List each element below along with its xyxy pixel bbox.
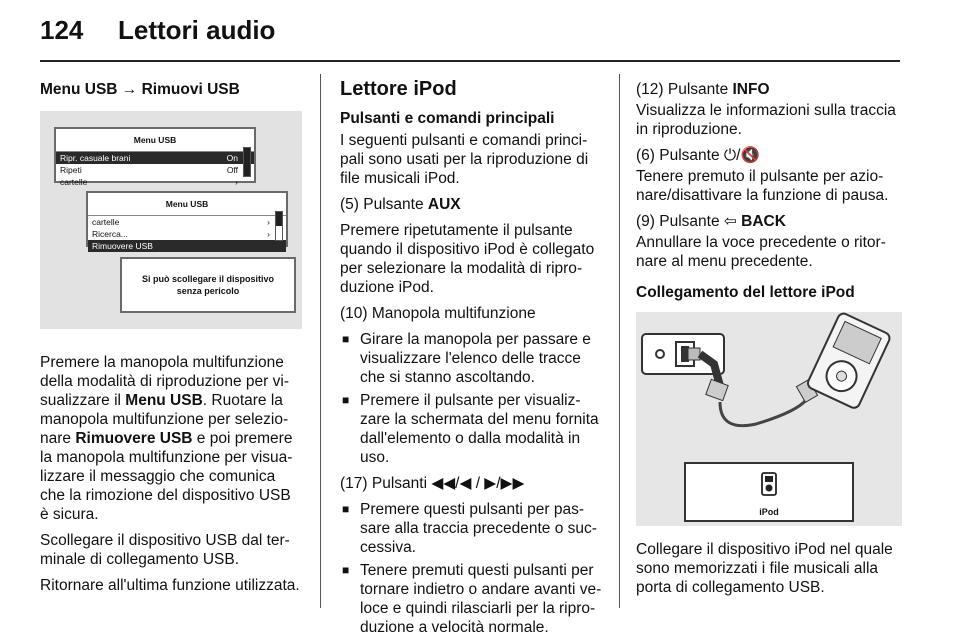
menu-screen-1 (54, 127, 256, 187)
column-divider (619, 74, 620, 608)
list-item: ■ Premere il pulsante per visualizzare la schermata del menu fornita dall'elemento o dalla modalità in uso. (340, 391, 602, 467)
skip-list (340, 500, 602, 637)
page-title: Lettori audio (118, 15, 276, 45)
ipod-icon (759, 472, 779, 496)
ipod-cable-illustration (636, 312, 902, 462)
paragraph: Visualizza le informazioni sulla traccia in riproduzione. (636, 102, 896, 138)
page-number: 124 (40, 15, 84, 45)
menu-row: cartelle › (92, 217, 270, 227)
scrollbar (243, 147, 251, 177)
paragraph: Ritornare all'ultima funzione utilizzata. (40, 577, 300, 594)
ipod-source-box (684, 462, 854, 522)
screen-title: Menu USB (88, 193, 286, 216)
aux-label: (5) Pulsante AUX (340, 196, 461, 213)
back-label: (9) Pulsante ⇦ BACK (636, 213, 786, 230)
usb-menu-figure (40, 111, 302, 329)
knob-label: (10) Manopola multifunzione (340, 305, 536, 322)
list-item: ■ Girare la manopola per passare e visualizzare l'elenco delle tracce che si stanno ascoltando. (340, 330, 602, 387)
paragraph: I seguenti pulsanti e comandi principali sono usati per la riproduzione di file musicali iPod. (340, 132, 589, 187)
column-divider (320, 74, 321, 608)
screen-title: Menu USB (56, 129, 254, 152)
column-3 (636, 80, 902, 604)
subheading: Collegamento del lettore iPod (636, 284, 855, 301)
menu-screen-2 (86, 191, 288, 251)
scrollbar (275, 211, 283, 241)
paragraph: Collegare il dispositivo iPod nel quale sono memorizzati i file musicali alla porta di collegamento USB. (636, 541, 893, 596)
section-heading: Lettore iPod (340, 78, 457, 100)
paragraph: Premere ripetutamente il pulsante quando il dispositivo iPod è collegato per selezionare la modalità di riproduzione iPod. (340, 222, 595, 296)
mute-label: (6) Pulsante ⏻/🔇 (636, 147, 760, 164)
skip-label: (17) Pulsanti ◀◀/◀ / ▶/▶▶ (340, 475, 525, 492)
column-1 (40, 80, 302, 602)
info-label: (12) Pulsante INFO (636, 81, 770, 98)
menu-row: Ricerca... › (92, 229, 270, 239)
menu-path: Menu USB → Rimuovi USB (40, 81, 240, 98)
list-item: ■ Tenere premuti questi pulsanti per tornare indietro o andare avanti veloce e quindi rilasciarli per la riproduzione a velocità normale. (340, 561, 602, 637)
paragraph: Tenere premuto il pulsante per azionare/disattivare la funzione di pausa. (636, 168, 889, 204)
ipod-label: iPod (759, 507, 779, 517)
list-item: ■ Premere questi pulsanti per passare alla traccia precedente o successiva. (340, 500, 602, 557)
subheading: Pulsanti e comandi principali (340, 110, 555, 127)
menu-row: Rimuovere USB (88, 240, 286, 252)
page-header (40, 0, 900, 62)
menu-row: cartelle › (60, 177, 238, 187)
paragraph: Scollegare il dispositivo USB dal terminale di collegamento USB. (40, 532, 290, 568)
menu-row: Ripr. casuale brani On (56, 152, 254, 164)
column-2 (340, 80, 602, 644)
paragraph: Annullare la voce precedente o ritornare al menu precedente. (636, 234, 886, 270)
paragraph: Premere la manopola multifunzione della modalità di riproduzione per visualizzare il Menu USB. Ruotare la manopola multifunzione per selezionare Rimuovere USB e poi premere la manopola multifunzione per visualizzare il messaggio che comunica che la rimozione del dispositivo USB è sicura. (40, 354, 293, 523)
menu-row: Ripeti Off (60, 165, 238, 175)
ipod-connection-figure (636, 312, 902, 526)
knob-list (340, 330, 602, 467)
safe-removal-message: Si può scollegare il dispositivo senza pericolo (120, 257, 296, 313)
